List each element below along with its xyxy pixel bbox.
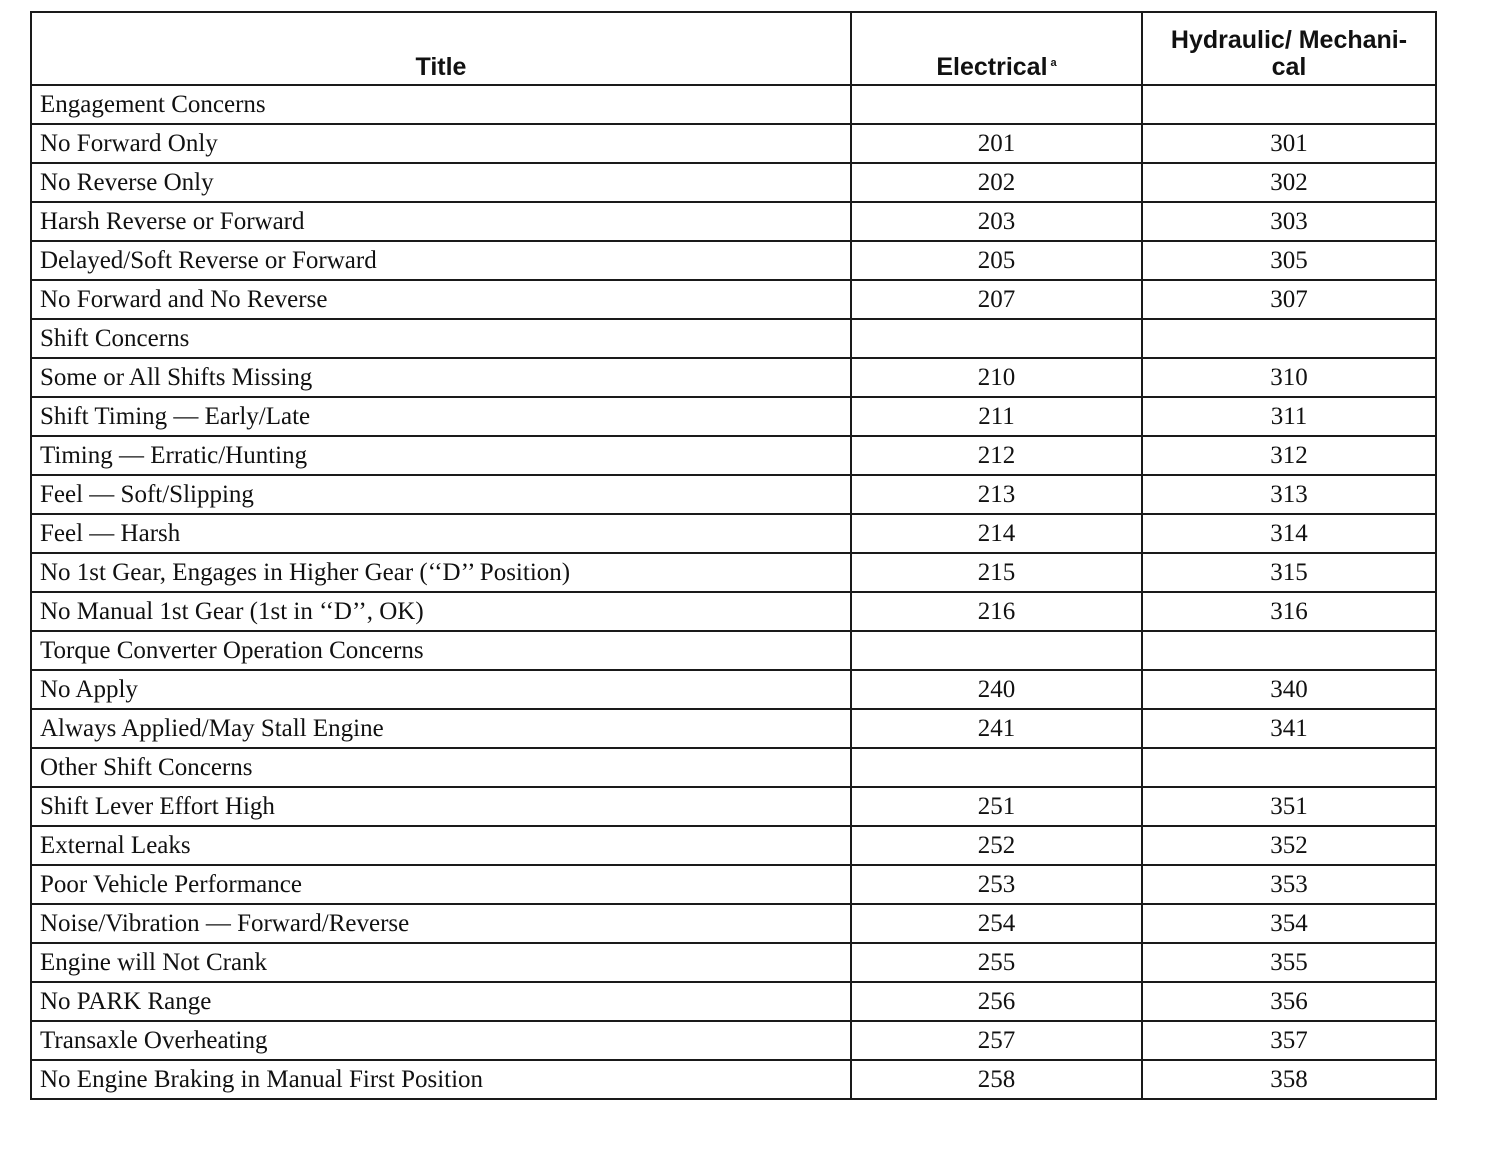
- table-row: [31, 202, 1436, 241]
- row-electrical-cell: 207: [851, 280, 1142, 319]
- row-hydraulic-cell: 303: [1142, 202, 1436, 241]
- row-title-cell: Torque Converter Operation Concerns: [31, 631, 851, 670]
- row-electrical-cell: 240: [851, 670, 1142, 709]
- row-title-cell: Feel — Harsh: [31, 514, 851, 553]
- table-row: [31, 163, 1436, 202]
- table-row: [31, 865, 1436, 904]
- row-electrical-cell: 216: [851, 592, 1142, 631]
- row-title-cell: Some or All Shifts Missing: [31, 358, 851, 397]
- row-title-cell: No Forward Only: [31, 124, 851, 163]
- row-title-cell: Poor Vehicle Performance: [31, 865, 851, 904]
- row-electrical-cell: [851, 748, 1142, 787]
- table-row: [31, 709, 1436, 748]
- row-hydraulic-cell: 314: [1142, 514, 1436, 553]
- table-row: [31, 1060, 1436, 1099]
- table-row: [31, 241, 1436, 280]
- row-title-cell: No Apply: [31, 670, 851, 709]
- row-electrical-cell: 202: [851, 163, 1142, 202]
- row-hydraulic-cell: 315: [1142, 553, 1436, 592]
- row-hydraulic-cell: 307: [1142, 280, 1436, 319]
- row-title-cell: Delayed/Soft Reverse or Forward: [31, 241, 851, 280]
- row-hydraulic-cell: 341: [1142, 709, 1436, 748]
- row-hydraulic-cell: 356: [1142, 982, 1436, 1021]
- row-hydraulic-cell: 302: [1142, 163, 1436, 202]
- row-hydraulic-cell: [1142, 319, 1436, 358]
- row-electrical-cell: 213: [851, 475, 1142, 514]
- table-row: [31, 670, 1436, 709]
- row-title-cell: Noise/Vibration — Forward/Reverse: [31, 904, 851, 943]
- table-row: [31, 514, 1436, 553]
- row-title-cell: Engagement Concerns: [31, 85, 851, 124]
- table-row: [31, 397, 1436, 436]
- table-row: [31, 787, 1436, 826]
- row-hydraulic-cell: 311: [1142, 397, 1436, 436]
- table-row: [31, 280, 1436, 319]
- row-title-cell: Engine will Not Crank: [31, 943, 851, 982]
- row-hydraulic-cell: [1142, 748, 1436, 787]
- row-title-cell: No 1st Gear, Engages in Higher Gear (‘‘D’’ Position): [31, 553, 851, 592]
- row-hydraulic-cell: 352: [1142, 826, 1436, 865]
- row-electrical-cell: 215: [851, 553, 1142, 592]
- row-electrical-cell: 241: [851, 709, 1142, 748]
- row-hydraulic-cell: 340: [1142, 670, 1436, 709]
- row-title-cell: Shift Lever Effort High: [31, 787, 851, 826]
- row-hydraulic-cell: 301: [1142, 124, 1436, 163]
- row-electrical-cell: 203: [851, 202, 1142, 241]
- row-electrical-cell: 205: [851, 241, 1142, 280]
- row-title-cell: No PARK Range: [31, 982, 851, 1021]
- row-title-cell: No Engine Braking in Manual First Position: [31, 1060, 851, 1099]
- row-hydraulic-cell: 358: [1142, 1060, 1436, 1099]
- row-electrical-cell: 201: [851, 124, 1142, 163]
- table-row: [31, 748, 1436, 787]
- header-electrical-label: Electrical: [936, 53, 1048, 81]
- row-title-cell: Shift Timing — Early/Late: [31, 397, 851, 436]
- row-electrical-cell: [851, 631, 1142, 670]
- table-body: [31, 85, 1436, 1099]
- row-title-cell: External Leaks: [31, 826, 851, 865]
- row-title-cell: Harsh Reverse or Forward: [31, 202, 851, 241]
- row-electrical-cell: 210: [851, 358, 1142, 397]
- row-electrical-cell: [851, 319, 1142, 358]
- row-electrical-cell: 254: [851, 904, 1142, 943]
- row-title-cell: Timing — Erratic/Hunting: [31, 436, 851, 475]
- row-hydraulic-cell: 354: [1142, 904, 1436, 943]
- row-title-cell: Other Shift Concerns: [31, 748, 851, 787]
- row-title-cell: Always Applied/May Stall Engine: [31, 709, 851, 748]
- row-hydraulic-cell: 313: [1142, 475, 1436, 514]
- row-electrical-cell: 255: [851, 943, 1142, 982]
- row-title-cell: No Manual 1st Gear (1st in ‘‘D’’, OK): [31, 592, 851, 631]
- table-row: [31, 904, 1436, 943]
- table-row: [31, 358, 1436, 397]
- table-row: [31, 475, 1436, 514]
- row-hydraulic-cell: 305: [1142, 241, 1436, 280]
- table-row: [31, 826, 1436, 865]
- row-title-cell: Transaxle Overheating: [31, 1021, 851, 1060]
- row-title-cell: No Reverse Only: [31, 163, 851, 202]
- table-row: [31, 553, 1436, 592]
- row-electrical-cell: 257: [851, 1021, 1142, 1060]
- table-row: [31, 436, 1436, 475]
- symptom-index-table: [30, 11, 1437, 1100]
- row-hydraulic-cell: 357: [1142, 1021, 1436, 1060]
- row-electrical-cell: 252: [851, 826, 1142, 865]
- row-hydraulic-cell: [1142, 85, 1436, 124]
- row-electrical-cell: 212: [851, 436, 1142, 475]
- table-row: [31, 1021, 1436, 1060]
- header-hydraulic-mechanical: [1142, 12, 1436, 85]
- table-row: [31, 85, 1436, 124]
- row-hydraulic-cell: 312: [1142, 436, 1436, 475]
- row-hydraulic-cell: 353: [1142, 865, 1436, 904]
- row-electrical-cell: [851, 85, 1142, 124]
- header-electrical: [851, 12, 1142, 85]
- row-electrical-cell: 253: [851, 865, 1142, 904]
- header-title: [31, 12, 851, 85]
- table-row: [31, 982, 1436, 1021]
- row-electrical-cell: 256: [851, 982, 1142, 1021]
- row-electrical-cell: 251: [851, 787, 1142, 826]
- row-hydraulic-cell: 351: [1142, 787, 1436, 826]
- header-title-label: Title: [415, 53, 467, 81]
- row-hydraulic-cell: 316: [1142, 592, 1436, 631]
- header-hydraulic-mechanical-label: Hydraulic/ Mechani-cal: [1170, 26, 1408, 81]
- table-row: [31, 631, 1436, 670]
- row-title-cell: Shift Concerns: [31, 319, 851, 358]
- header-row: [31, 12, 1436, 85]
- row-hydraulic-cell: 355: [1142, 943, 1436, 982]
- row-electrical-cell: 211: [851, 397, 1142, 436]
- row-electrical-cell: 214: [851, 514, 1142, 553]
- row-hydraulic-cell: [1142, 631, 1436, 670]
- table-row: [31, 943, 1436, 982]
- row-title-cell: No Forward and No Reverse: [31, 280, 851, 319]
- row-hydraulic-cell: 310: [1142, 358, 1436, 397]
- electrical-footnote-marker: a: [1050, 56, 1057, 69]
- table-row: [31, 592, 1436, 631]
- row-title-cell: Feel — Soft/Slipping: [31, 475, 851, 514]
- table-row: [31, 319, 1436, 358]
- row-electrical-cell: 258: [851, 1060, 1142, 1099]
- table-row: [31, 124, 1436, 163]
